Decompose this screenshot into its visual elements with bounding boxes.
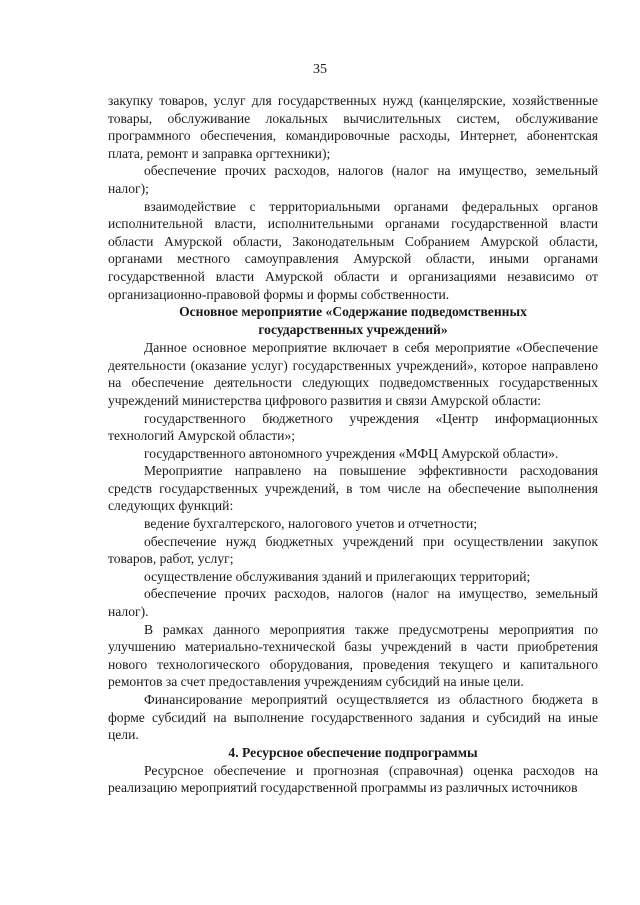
body-text xyxy=(108,92,598,797)
paragraph: закупку товаров, услуг для государственных нужд (канцелярские, хозяйственные товары, обслуживание локальных вычислительных систем, обслуживание программного обеспечения, командировочные расходы, Интернет, абонентская плата, ремонт и заправка оргтехники); xyxy=(108,93,598,161)
paragraph: ведение бухгалтерского, налогового учетов и отчетности; xyxy=(144,516,478,532)
section-heading xyxy=(108,303,598,339)
paragraph: обеспечение прочих расходов, налогов (налог на имущество, земельный налог); xyxy=(108,163,598,196)
paragraph: Ресурсное обеспечение и прогнозная (справочная) оценка расходов на реализацию мероприятий государственной программы из различных источников xyxy=(108,762,598,796)
paragraph: государственного бюджетного учреждения «Центр информационных технологий Амурской области»; xyxy=(108,410,598,444)
paragraph: государственного автономного учреждения «МФЦ Амурской области». xyxy=(144,445,559,461)
paragraph: осуществление обслуживания зданий и прилегающих территорий; xyxy=(144,568,531,584)
paragraph: обеспечение прочих расходов, налогов (налог на имущество, земельный налог). xyxy=(108,586,598,620)
section-heading-line-2: государственных учреждений» xyxy=(258,322,448,338)
paragraph: Мероприятие направлено на повышение эффективности расходования средств государственных учреждений, в том числе на обеспечение выполнения следующих функций: xyxy=(108,463,598,514)
section-heading-resources: 4. Ресурсное обеспечение подпрограммы xyxy=(228,744,478,760)
paragraph: взаимодействие с территориальными органами федеральных органов исполнительной власти, исполнительными органами государственной власти области Амурской области, Законодательным Собранием Амурской области, органами местного самоуправления Амурской области, иными органами государственной власти Амурской области и организациями независимо от организационно-правовой формы и формы собственности. xyxy=(108,198,598,302)
section-heading-line-1: Основное мероприятие «Содержание подведомственных xyxy=(179,304,527,320)
paragraph: Данное основное мероприятие включает в себя мероприятие «Обеспечение деятельности (оказание услуг) государственных учреждений», которое направлено на обеспечение деятельности следующих подведомственных государственных учреждений министерства цифрового развития и связи Амурской области: xyxy=(108,340,598,408)
paragraph: Финансирование мероприятий осуществляется из областного бюджета в форме субсидий на выполнение государственного задания и субсидий на иные цели. xyxy=(108,692,598,743)
page-number: 35 xyxy=(313,62,327,77)
paragraph: В рамках данного мероприятия также предусмотрены мероприятия по улучшению материально-технической базы учреждений в части приобретения нового технологического оборудования, проведения текущего и капитального ремонтов за счет предоставления учреждениям субсидий на иные цели. xyxy=(108,621,598,690)
paragraph: обеспечение нужд бюджетных учреждений при осуществлении закупок товаров, работ, услуг; xyxy=(108,533,598,567)
